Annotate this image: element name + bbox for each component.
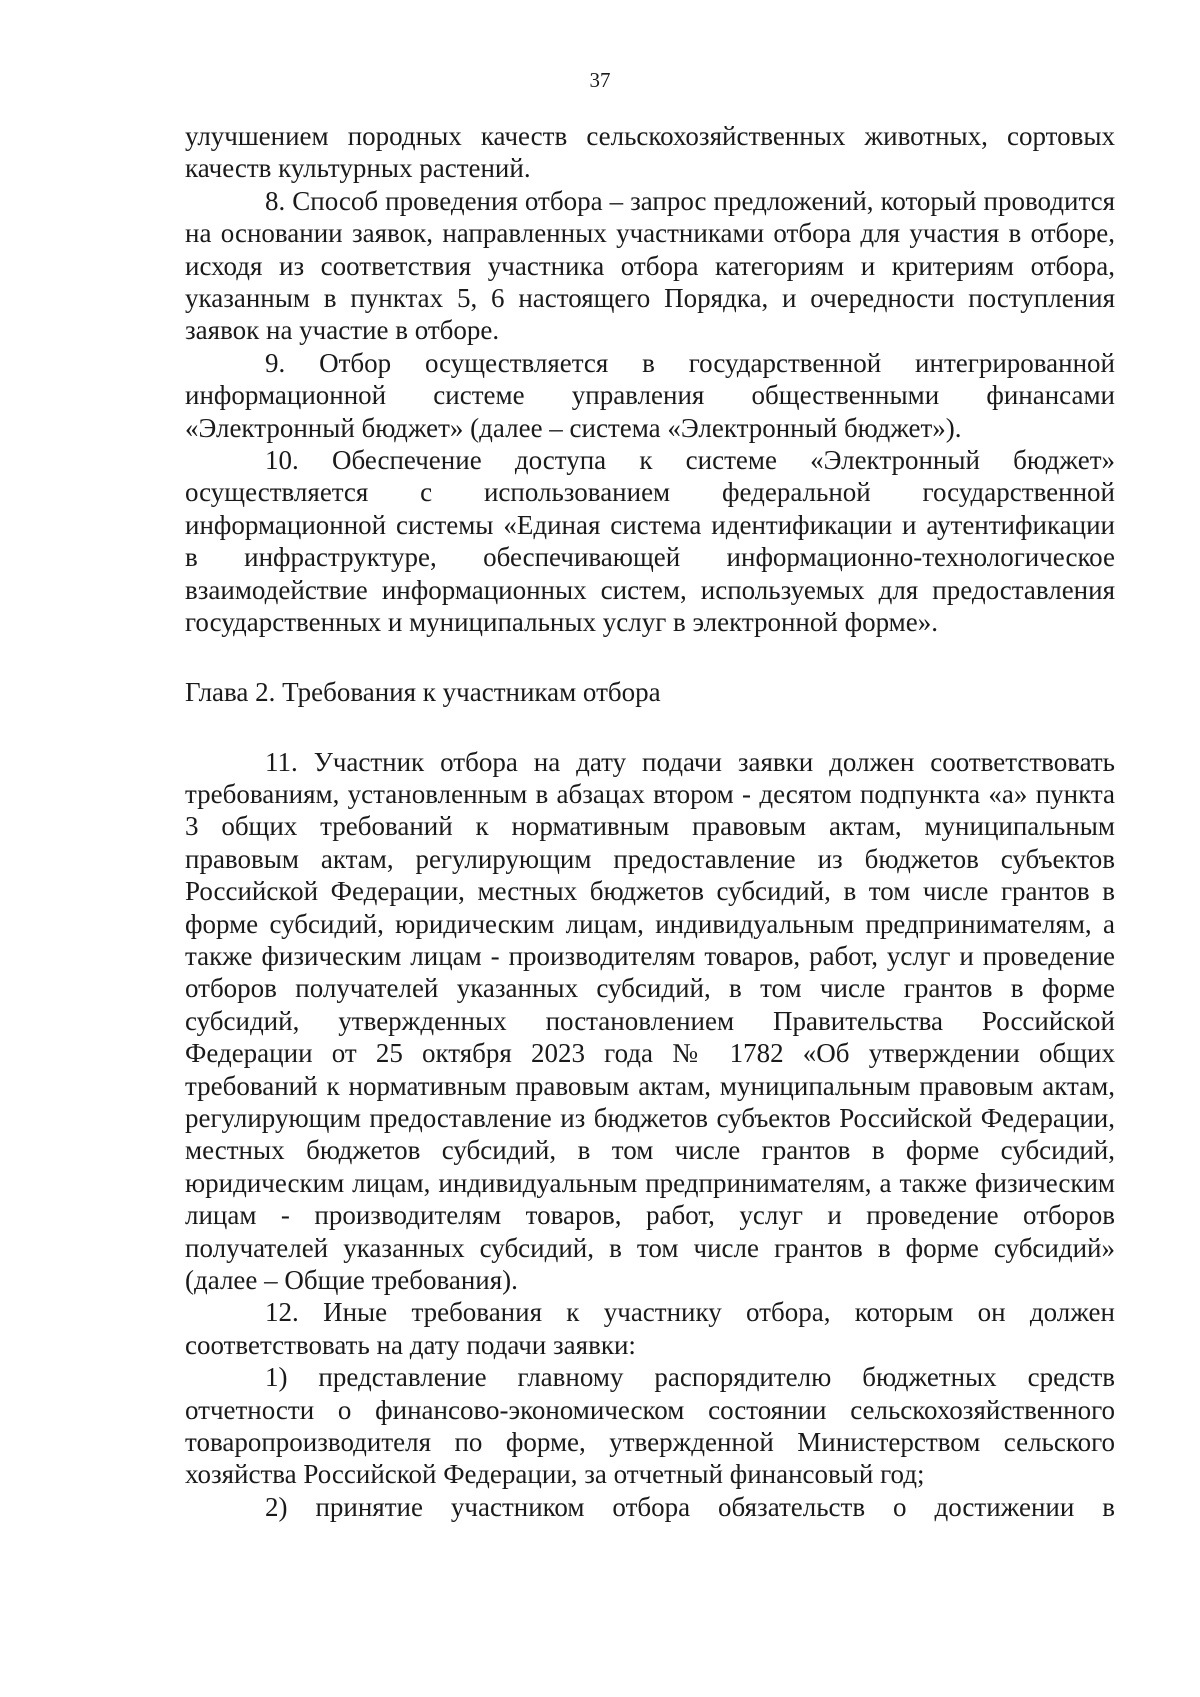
paragraph-9: 9. Отбор осуществляется в государственной интегрированной информационной системе управления общественными финансами «Электронный бюджет» (далее – система «Электронный бюджет»). xyxy=(185,347,1115,443)
page-number: 37 xyxy=(589,68,611,92)
document-body xyxy=(185,120,1115,1523)
paragraph-12: 12. Иные требования к участнику отбора, которым он должен соответствовать на дату подачи заявки: xyxy=(185,1297,1115,1360)
paragraph-11: 11. Участник отбора на дату подачи заявки должен соответствовать требованиям, установленным в абзацах втором - десятом подпункта «а» пункта 3 общих требований к нормативным правовым актам, муниципальным правовым актам, регулирующим предоставление из бюджетов субъектов Российской Федерации, местных бюджетов субсидий, в том числе грантов в форме субсидий, юридическим лицам, индивидуальным предпринимателям, а также физическим лицам - производителям товаров, работ, услуг и проведение отборов получателей указанных субсидий, в том числе грантов в форме субсидий, утвержденных постановлением Правительства Российской Федерации от 25 октября 2023 года № 1782 «Об утверждении общих требований к нормативным правовым актам, муниципальным правовым актам, регулирующим предоставление из бюджетов субъектов Российской Федерации, местных бюджетов субсидий, в том числе грантов в форме субсидий, юридическим лицам, индивидуальным предпринимателям, а также физическим лицам - производителям товаров, работ, услуг и проведение отборов получателей указанных субсидий, в том числе грантов в форме субсидий» (далее – Общие требования). xyxy=(185,746,1115,1295)
paragraph-10: 10. Обеспечение доступа к системе «Электронный бюджет» осуществляется с использованием федеральной государственной информационной системы «Единая система идентификации и аутентификации в инфраструктуре, обеспечивающей информационно-технологическое взаимодействие информационных систем, используемых для предоставления государственных и муниципальных услуг в электронной форме». xyxy=(185,445,1115,638)
paragraph-12-item-2: 2) принятие участником отбора обязательств о достижении в xyxy=(265,1491,1115,1522)
paragraph-12-item-1: 1) представление главному распорядителю бюджетных средств отчетности о финансово-экономическом состоянии сельскохозяйственного товаропроизводителя по форме, утвержденной Министерством сельского хозяйства Российской Федерации, за отчетный финансовый год; xyxy=(185,1362,1115,1490)
chapter-heading: Глава 2. Требования к участникам отбора xyxy=(185,676,661,707)
paragraph-continuation: улучшением породных качеств сельскохозяйственных животных, сортовых качеств культурных растений. xyxy=(185,121,1115,184)
paragraph-8: 8. Способ проведения отбора – запрос предложений, который проводится на основании заявок, направленных участниками отбора для участия в отборе, исходя из соответствия участника отбора категориям и критериям отбора, указанным в пунктах 5, 6 настоящего Порядка, и очередности поступления заявок на участие в отборе. xyxy=(185,185,1115,346)
